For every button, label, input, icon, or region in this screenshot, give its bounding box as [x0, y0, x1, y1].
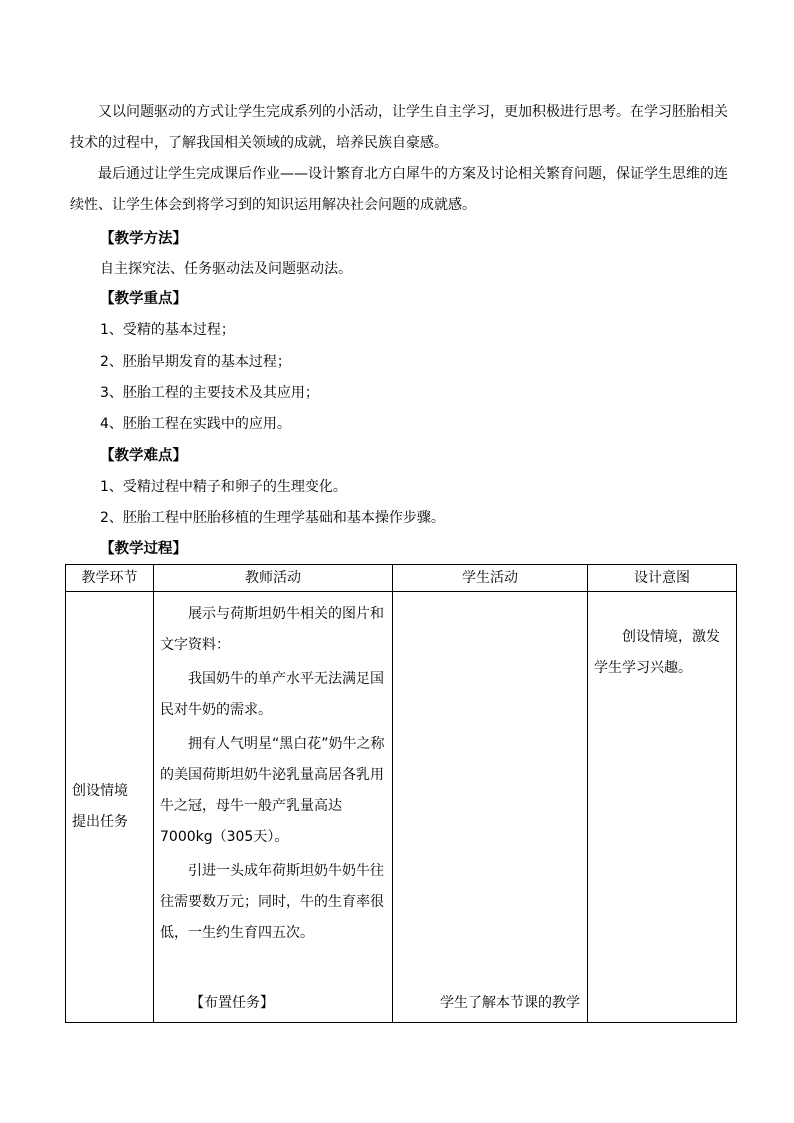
assign-task-label: 【布置任务】 — [190, 995, 274, 1011]
difficulties-heading: 【教学难点】 — [100, 448, 187, 464]
column-header-teacher: 教师活动 — [154, 565, 393, 592]
key-point-item: 4、胚胎工程在实践中的应用。 — [100, 416, 291, 432]
teacher-paragraph: 展示与荷斯坦奶牛相关的图片和文字资料： — [160, 606, 384, 653]
stage-cell — [66, 592, 154, 1023]
teacher-paragraph: 我国奶牛的单产水平无法满足国民对牛奶的需求。 — [160, 671, 384, 718]
methods-text: 自主探究法、任务驱动法及问题驱动法。 — [100, 261, 352, 277]
process-heading: 【教学过程】 — [100, 541, 187, 557]
table-header-row — [66, 565, 737, 592]
key-point-item: 1、受精的基本过程； — [100, 322, 235, 338]
difficulty-item: 2、胚胎工程中胚胎移植的生理学基础和基本操作步骤。 — [100, 510, 445, 526]
teacher-paragraph: 引进一头成年荷斯坦奶牛奶牛往往需要数万元；同时，牛的生育率很低，一生约生育四五次。 — [160, 863, 384, 941]
column-header-stage: 教学环节 — [66, 565, 154, 592]
column-header-design: 设计意图 — [588, 565, 737, 592]
student-activity-cell — [393, 592, 588, 1023]
lesson-process-table — [65, 564, 737, 1023]
design-intent-text: 创设情境，激发学生学习兴趣。 — [594, 629, 720, 676]
intro-paragraph-1: 又以问题驱动的方式让学生完成系列的小活动，让学生自主学习，更加积极进行思考。在学习胚胎相关技术的过程中，了解我国相关领域的成就，培养民族自豪感。 — [70, 104, 728, 151]
student-activity-text: 学生了解本节课的教学 — [440, 995, 580, 1011]
stage-label: 创设情境 提出任务 — [72, 783, 128, 830]
teacher-activity-cell — [154, 592, 393, 1023]
column-header-student: 学生活动 — [393, 565, 588, 592]
methods-heading: 【教学方法】 — [100, 231, 187, 247]
table-row — [66, 592, 737, 1023]
key-point-item: 2、胚胎早期发育的基本过程； — [100, 354, 291, 370]
intro-paragraph-2: 最后通过让学生完成课后作业——设计繁育北方白犀牛的方案及讨论相关繁育问题，保证学生思维的连续性、让学生体会到将学习到的知识运用解决社会问题的成就感。 — [70, 166, 728, 213]
key-point-item: 3、胚胎工程的主要技术及其应用； — [100, 385, 319, 401]
difficulty-item: 1、受精过程中精子和卵子的生理变化。 — [100, 479, 347, 495]
key-points-heading: 【教学重点】 — [100, 291, 187, 307]
teacher-paragraph: 拥有人气明星“黑白花”奶牛之称的美国荷斯坦奶牛泌乳量高居各乳用牛之冠，母牛一般产乳量高达7000kg（305天）。 — [160, 736, 385, 845]
design-intent-cell — [588, 592, 737, 1023]
